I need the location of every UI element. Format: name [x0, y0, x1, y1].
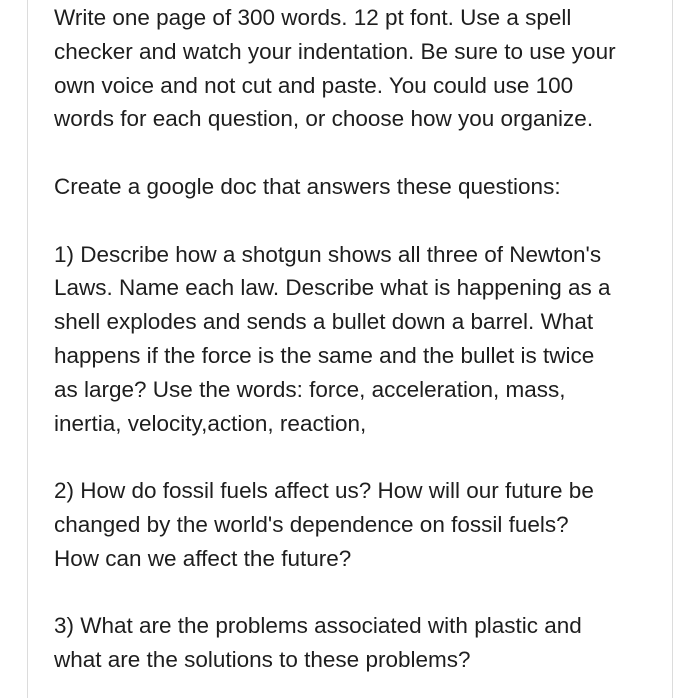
- document-body: [54, 1, 654, 677]
- text-line: changed by the world's dependence on fossil fuels?: [54, 511, 569, 537]
- paragraph-spacer: [54, 576, 654, 610]
- text-line: How can we affect the future?: [54, 545, 352, 571]
- text-line: what are the solutions to these problems?: [54, 647, 471, 673]
- text-line: shell explodes and sends a bullet down a barrel. What: [54, 309, 594, 335]
- text-line: 3) What are the problems associated with plastic and: [54, 613, 582, 639]
- text-line: Create a google doc that answers these questions:: [54, 173, 561, 199]
- paragraph-spacer: [54, 136, 654, 170]
- text-line: 2) How do fossil fuels affect us? How will our future be: [54, 478, 594, 504]
- text-line: as large? Use the words: force, acceleration, mass,: [54, 376, 566, 402]
- question-1-paragraph: [54, 238, 654, 441]
- text-line: Write one page of 300 words. 12 pt font. Use a spell: [54, 5, 572, 30]
- text-line: 1) Describe how a shotgun shows all three of Newton's: [54, 241, 602, 267]
- paragraph-spacer: [54, 204, 654, 238]
- text-line: words for each question, or choose how you organize.: [54, 106, 594, 132]
- question-2-paragraph: [54, 474, 654, 575]
- text-line: Laws. Name each law. Describe what is happening as a: [54, 275, 611, 301]
- paragraph-spacer: [54, 440, 654, 474]
- text-line: inertia, velocity,action, reaction,: [54, 410, 367, 436]
- text-line: checker and watch your indentation. Be sure to use your: [54, 38, 616, 64]
- intro-paragraph: [54, 170, 654, 204]
- question-3-paragraph: [54, 609, 654, 677]
- text-line: own voice and not cut and paste. You could use 100: [54, 72, 574, 98]
- instructions-paragraph: [54, 1, 654, 136]
- text-line: happens if the force is the same and the bullet is twice: [54, 342, 595, 368]
